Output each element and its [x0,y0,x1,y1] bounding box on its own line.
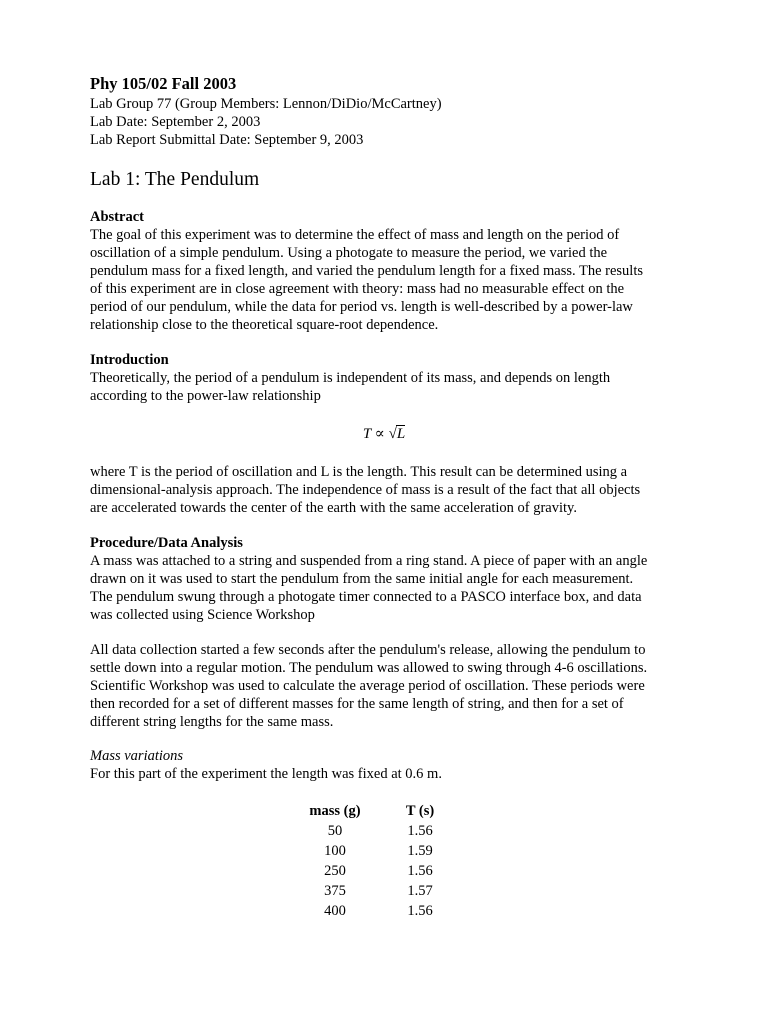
mass-variations-heading: Mass variations [90,748,184,764]
procedure-line-1: A mass was attached to a string and suspended from a ring stand. A piece of paper with an angle [90,553,648,569]
equation-lhs: T [362,426,371,442]
introduction-heading: Introduction [90,352,169,368]
procedure-line-9: different string lengths for the same mass. [90,714,334,730]
procedure-line-8: then recorded for a set of different masses for the same length of string, and then for a set of [90,696,624,712]
period-cell: 1.59 [407,843,433,859]
introduction-section [90,351,690,405]
table-row [305,861,445,881]
submittal-date-line: Lab Report Submittal Date: September 9, 2003 [90,132,364,148]
mass-variations-intro: For this part of the experiment the length was fixed at 0.6 m. [90,766,442,782]
procedure-line-4: was collected using Science Workshop [90,607,315,623]
mass-cell: 375 [324,883,346,899]
introduction-line-1: Theoretically, the period of a pendulum is independent of its mass, and depends on length [90,370,611,386]
table-row [305,841,445,861]
procedure-line-5: All data collection started a few seconds after the pendulum's release, allowing the pendulum to [90,642,646,658]
lab-group-line: Lab Group 77 (Group Members: Lennon/DiDio/McCartney) [90,96,442,112]
introduction-line-4: dimensional-analysis approach. The independence of mass is a result of the fact that all objects [90,482,641,498]
mass-cell: 100 [324,843,346,859]
procedure-paragraph-2 [90,641,690,731]
procedure-section [90,534,690,624]
abstract-section [90,208,690,334]
equation-radical: √ [388,426,397,442]
abstract-line-3: pendulum mass for a fixed length, and varied the pendulum length for a fixed mass. The results [90,263,644,279]
table-row [305,901,445,921]
abstract-line-5: period of our pendulum, while the data for period vs. length is well-described by a power-law [90,299,633,315]
introduction-line-5: are accelerated towards the center of the earth with the same acceleration of gravity. [90,500,577,516]
period-cell: 1.57 [407,883,433,899]
lab-info-block [90,95,442,149]
introduction-continued [90,463,690,517]
introduction-line-2: according to the power-law relationship [90,388,321,404]
column-header-mass: mass (g) [309,803,361,819]
period-cell: 1.56 [407,903,433,919]
equation-radicand: L [396,426,406,442]
abstract-line-1: The goal of this experiment was to determine the effect of mass and length on the period of [90,227,620,243]
table-row [305,881,445,901]
abstract-heading: Abstract [90,209,144,225]
procedure-heading: Procedure/Data Analysis [90,535,243,551]
procedure-line-6: settle down into a regular motion. The pendulum was allowed to swing through 4-6 oscillations. [90,660,648,676]
course-heading: Phy 105/02 Fall 2003 [90,74,237,93]
abstract-line-4: of this experiment are in close agreement with theory: mass had no measurable effect on the [90,281,625,297]
procedure-line-2: drawn on it was used to start the pendulum from the same initial angle for each measurement. [90,571,634,587]
mass-cell: 250 [324,863,346,879]
mass-cell: 50 [327,823,343,839]
equation-relation: ∝ [374,426,385,442]
abstract-line-6: relationship close to the theoretical square-root dependence. [90,317,439,333]
period-cell: 1.56 [407,863,433,879]
table-header-row [305,801,445,821]
procedure-line-7: Scientific Workshop was used to calculate the average period of oscillation. These periods were [90,678,645,694]
lab-title: Lab 1: The Pendulum [90,169,260,190]
introduction-line-3: where T is the period of oscillation and L is the length. This result can be determined using a [90,464,628,480]
power-law-equation [0,424,768,443]
lab-date-line: Lab Date: September 2, 2003 [90,114,261,130]
table-row [305,821,445,841]
abstract-line-2: oscillation of a simple pendulum. Using a photogate to measure the period, we varied the [90,245,608,261]
procedure-line-3: The pendulum swung through a photogate timer connected to a PASCO interface box, and data [90,589,642,605]
mass-cell: 400 [324,903,346,919]
mass-variations-section [90,747,690,783]
period-cell: 1.56 [407,823,433,839]
mass-period-table [305,801,445,921]
column-header-period: T (s) [405,803,435,819]
